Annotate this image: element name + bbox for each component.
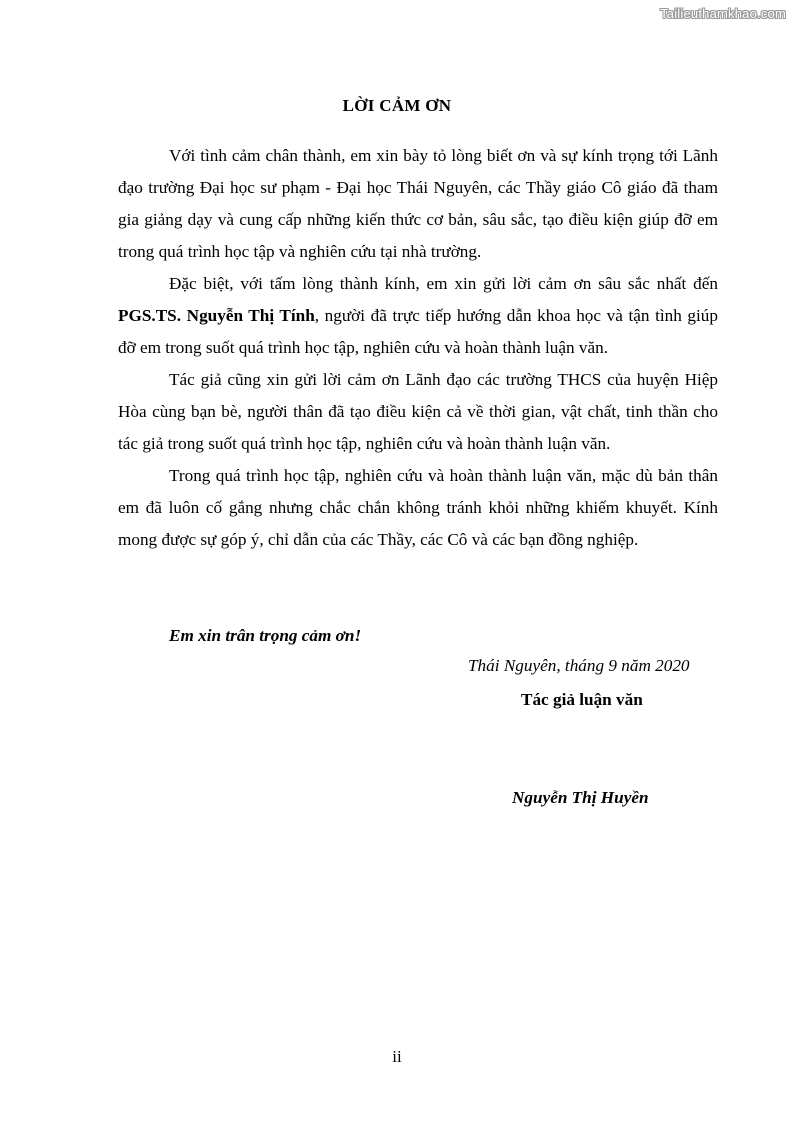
acknowledgement-body <box>118 140 718 556</box>
paragraph-4: Trong quá trình học tập, nghiên cứu và hoàn thành luận văn, mặc dù bản thân em đã luôn cố gắng nhưng chắc chắn không tránh khỏi những khiếm khuyết. Kính mong được sự góp ý, chỉ dẫn của các Thầy, các Cô và các bạn đồng nghiệp. <box>118 466 718 549</box>
page-number: ii <box>392 1047 402 1066</box>
author-role: Tác giả luận văn <box>521 690 643 709</box>
paragraph-1: Với tình cảm chân thành, em xin bày tỏ lòng biết ơn và sự kính trọng tới Lãnh đạo trường Đại học sư phạm - Đại học Thái Nguyên, các Thầy giáo Cô giáo đã tham gia giảng dạy và cung cấp những kiến thức cơ bản, sâu sắc, tạo điều kiện giúp đỡ em trong quá trình học tập và nghiên cứu tại nhà trường. <box>118 146 718 261</box>
paragraph-2 <box>118 268 718 364</box>
watermark-text: Tailieuthamkhao.com <box>660 6 786 21</box>
author-name: Nguyễn Thị Huyền <box>512 788 649 807</box>
supervisor-name: PGS.TS. Nguyễn Thị Tính <box>118 306 315 325</box>
closing-thanks: Em xin trân trọng cảm ơn! <box>169 626 362 645</box>
paragraph-2-rest: , người đã trực tiếp hướng dẫn khoa học và tận tình giúp đỡ em trong suốt quá trình học tập, nghiên cứu và hoàn thành luận văn. <box>118 306 718 357</box>
page-title: LỜI CẢM ƠN <box>342 96 452 115</box>
paragraph-3: Tác giả cũng xin gửi lời cảm ơn Lãnh đạo các trường THCS của huyện Hiệp Hòa cùng bạn bè, người thân đã tạo điều kiện cả về thời gian, vật chất, tinh thần cho tác giả trong suốt quá trình học tập, nghiên cứu và hoàn thành luận văn. <box>118 370 718 453</box>
paragraph-2-intro: Đặc biệt, với tấm lòng thành kính, em xin gửi lời cảm ơn sâu sắc nhất đến <box>169 274 718 293</box>
place-date: Thái Nguyên, tháng 9 năm 2020 <box>468 656 690 675</box>
